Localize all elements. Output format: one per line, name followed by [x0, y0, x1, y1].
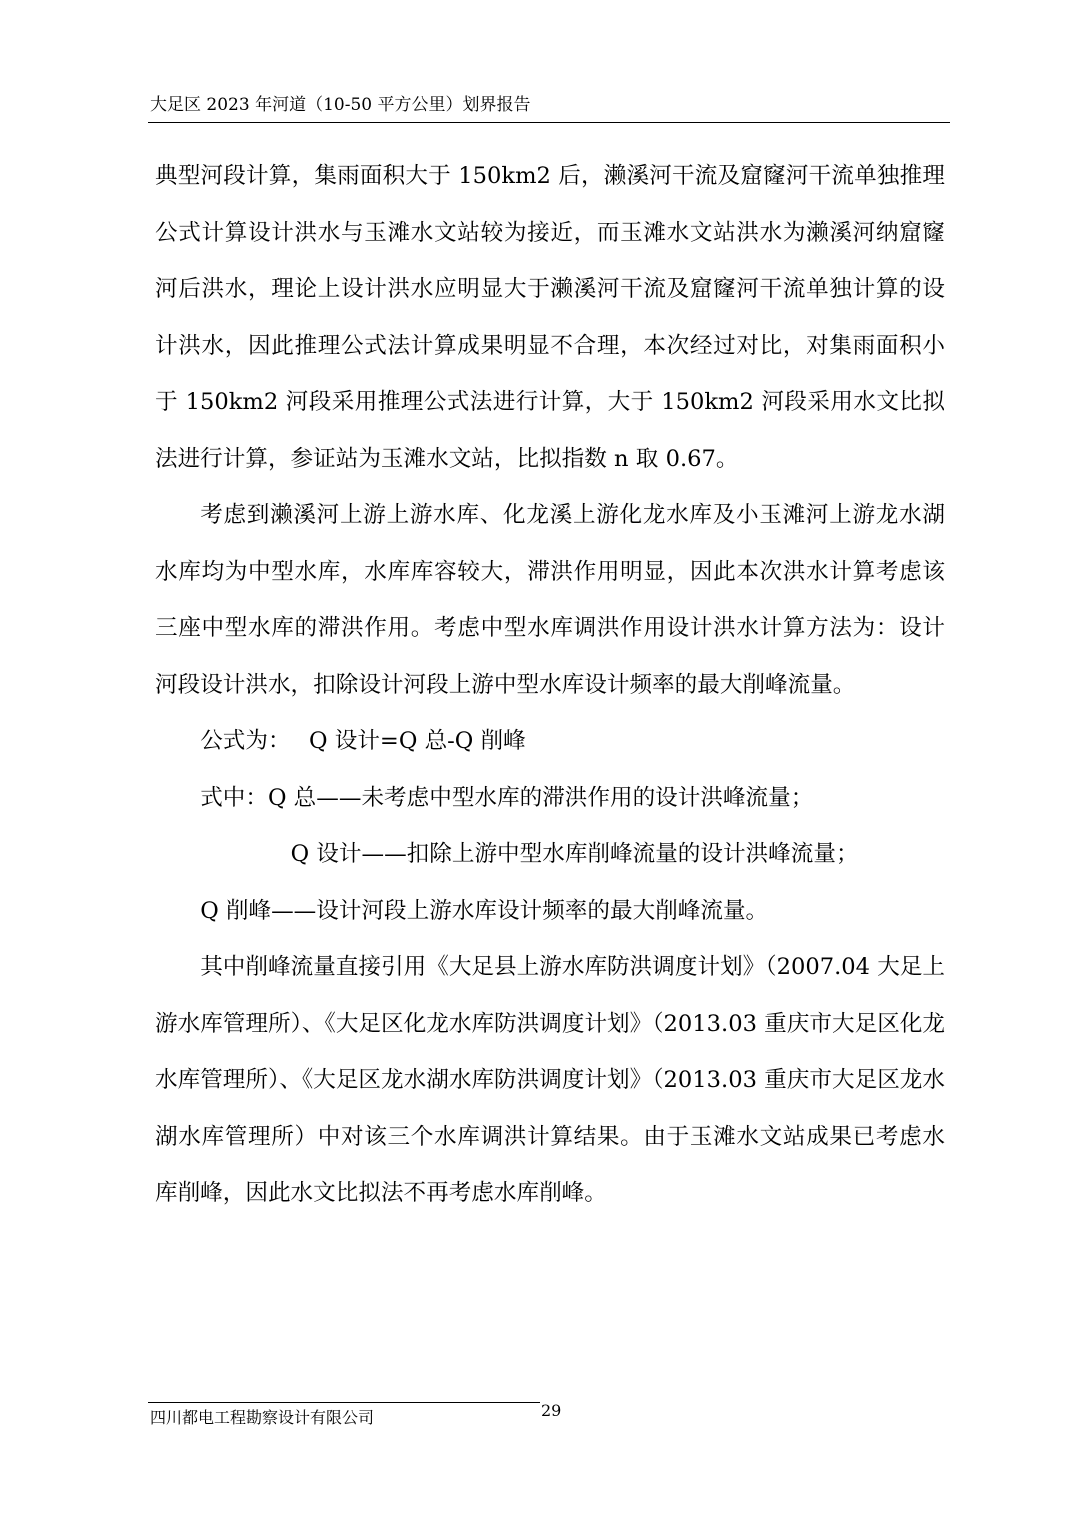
paragraph-references: 其中削峰流量直接引用《大足县上游水库防洪调度计划》（2007.04 大足上游水库管理所）、《大足区化龙水库防洪调度计划》（2013.03 重庆市大足区化龙水库管理所）、《大足区龙水湖水库防洪调度计划》（2013.03 重庆市大足区龙水湖水库管理所）中对该三个水库调洪计算结果。由于玉滩水文站成果已考虑水库削峰，因此水文比拟法不再考虑水库削峰。 — [155, 954, 945, 1206]
document-body — [155, 148, 945, 1222]
header-divider — [148, 122, 950, 123]
definition-q-design: Q 设计——扣除上游中型水库削峰流量的设计洪峰流量； — [290, 841, 859, 867]
definition-q-total: 式中：Q 总——未考虑中型水库的滞洪作用的设计洪峰流量； — [200, 784, 814, 811]
definition-q-peak-reduction: Q 削峰——设计河段上游水库设计频率的最大削峰流量。 — [200, 897, 769, 924]
formula-line: 公式为： Q 设计=Q 总-Q 削峰 — [200, 728, 526, 754]
footer-divider — [148, 1402, 540, 1403]
footer-company-name: 四川都电工程勘察设计有限公司 — [150, 1408, 375, 1427]
paragraph-reservoir-consideration: 考虑到濑溪河上游上游水库、化龙溪上游化龙水库及小玉滩河上游龙水湖水库均为中型水库，水库库容较大，滞洪作用明显，因此本次洪水计算考虑该三座中型水库的滞洪作用。考虑中型水库调洪作用设计洪水计算方法为：设计河段设计洪水，扣除设计河段上游中型水库设计频率的最大削峰流量。 — [155, 502, 945, 698]
page-header-title: 大足区 2023 年河道（10-50 平方公里）划界报告 — [150, 95, 531, 115]
paragraph-continuation: 典型河段计算，集雨面积大于 150km2 后，濑溪河干流及窟窿河干流单独推理公式计算设计洪水与玉滩水文站较为接近，而玉滩水文站洪水为濑溪河纳窟窿河后洪水，理论上设计洪水应明显大于濑溪河干流及窟窿河干流单独计算的设计洪水，因此推理公式法计算成果明显不合理，本次经过对比，对集雨面积小于 150km2 河段采用推理公式法进行计算，大于 150km2 河段采用水文比拟法进行计算，参证站为玉滩水文站，比拟指数 n 取 0.67。 — [155, 163, 945, 472]
page-number: 29 — [541, 1401, 562, 1420]
